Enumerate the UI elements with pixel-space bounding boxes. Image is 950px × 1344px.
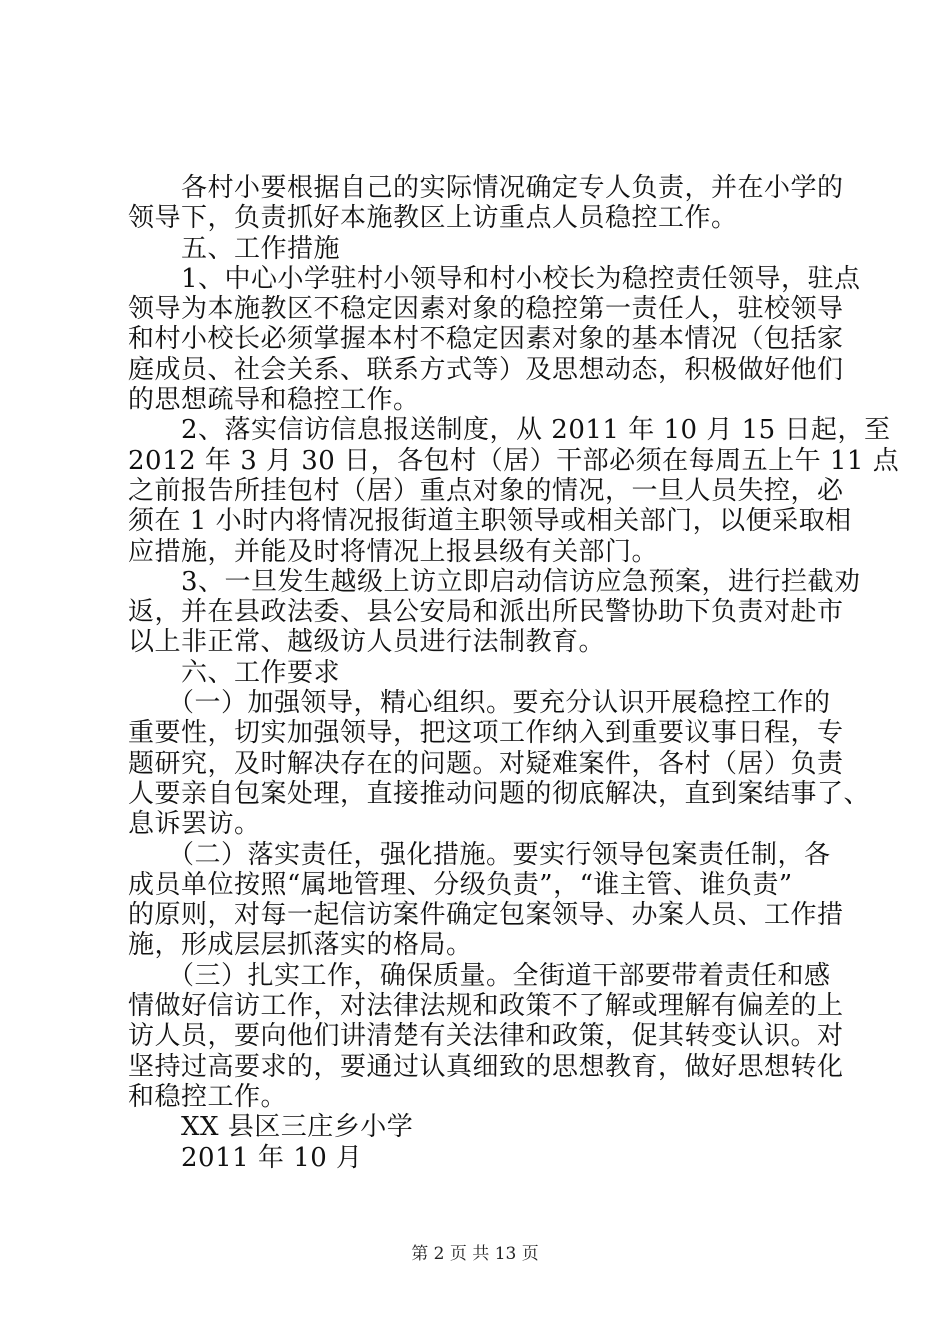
text-line: 各村小要根据自己的实际情况确定专人负责，并在小学的 [128, 173, 844, 203]
text-line: 之前报告所挂包村（居）重点对象的情况，一旦人员失控，必 [128, 475, 844, 506]
text-line: 施，形成层层抓落实的格局。 [128, 930, 473, 961]
text-line: 坚持过高要求的，要通过认真细致的思想教育，做好思想转化 [128, 1051, 844, 1082]
text-line: 访人员，要向他们讲清楚有关法律和政策，促其转变认识。对 [128, 1021, 844, 1052]
text-line: 息诉罢访。 [128, 809, 261, 840]
text-line: 的思想疏导和稳控工作。 [128, 385, 420, 416]
text-line: 返，并在县政法委、县公安局和派出所民警协助下负责对赴市 [128, 597, 844, 628]
text-line: 重要性，切实加强领导，把这项工作纳入到重要议事日程，专 [128, 718, 844, 749]
text-line: 和村小校长必须掌握本村不稳定因素对象的基本情况（包括家 [128, 324, 844, 355]
text-line: 的原则，对每一起信访案件确定包案领导、办案人员、工作措 [128, 900, 844, 931]
text-line: 领导为本施教区不稳定因素对象的稳控第一责任人，驻校领导 [128, 294, 844, 325]
text-line: （一）加强领导，精心组织。要充分认识开展稳控工作的 [128, 688, 831, 719]
signature-date: 2011 年 10 月 [128, 1142, 363, 1173]
text-line: 庭成员、社会关系、联系方式等）及思想动态，积极做好他们 [128, 354, 844, 385]
signature-organization: XX 县区三庄乡小学 [128, 1112, 414, 1143]
text-line: （三）扎实工作，确保质量。全街道干部要带着责任和感 [128, 960, 831, 991]
section-heading: 六、工作要求 [128, 657, 341, 688]
text-line: 2、落实信访信息报送制度，从 2011 年 10 月 15 日起，至 [128, 415, 891, 446]
text-line: 领导下，负责抓好本施教区上访重点人员稳控工作。 [128, 203, 738, 234]
text-line: 以上非正常、越级访人员进行法制教育。 [128, 627, 606, 658]
text-line: （二）落实责任，强化措施。要实行领导包案责任制，各 [128, 839, 831, 870]
document-body [128, 173, 900, 1173]
text-line: 成员单位按照“属地管理、分级负责”，“谁主管、谁负责” [128, 869, 793, 900]
page-number-footer: 第 2 页 共 13 页 [411, 1244, 539, 1264]
text-line: 和稳控工作。 [128, 1081, 288, 1112]
text-line: 1、中心小学驻村小领导和村小校长为稳控责任领导，驻点 [128, 263, 861, 294]
section-heading: 五、工作措施 [128, 233, 341, 264]
text-line: 应措施，并能及时将情况上报县级有关部门。 [128, 536, 659, 567]
text-line: 须在 1 小时内将情况报街道主职领导或相关部门，以便采取相 [128, 506, 852, 537]
text-line: 3、一旦发生越级上访立即启动信访应急预案，进行拦截劝 [128, 566, 861, 597]
text-line: 题研究，及时解决存在的问题。对疑难案件，各村（居）负责 [128, 748, 844, 779]
text-line: 情做好信访工作，对法律法规和政策不了解或理解有偏差的上 [128, 991, 844, 1022]
text-line: 2012 年 3 月 30 日，各包村（居）干部必须在每周五上午 11 点 [128, 445, 900, 476]
text-line: 人要亲自包案处理，直接推动问题的彻底解决，直到案结事了、 [128, 778, 871, 809]
